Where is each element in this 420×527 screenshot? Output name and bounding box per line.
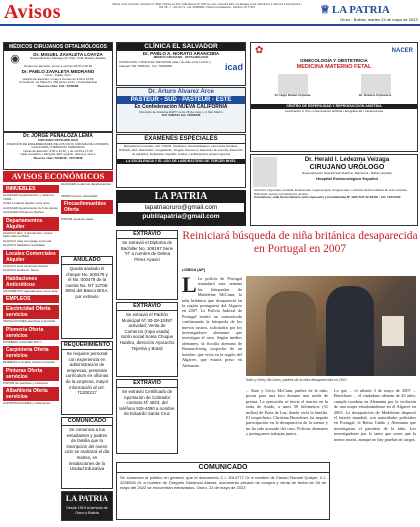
ad-la-patria-contact — [116, 190, 246, 226]
article-text: Lo que ... el sábado 3 de mayo de 2007 ... Brueckner ... el ciudadano alemán de 45 años, cumple condena en Alemania por la violación de una mujer estadounidense en el Algarve en 2005. La desaparición de Madeleine despertó el interés mundial, con autoridades policiales en Portugal, el Reino Unido y Alemania que investigaron el paradero de la niña. Los investigadores por lo tanto que creen que la menor murió, aunque no hay pruebas ni cargos. — [334, 388, 416, 442]
doctor-photo — [278, 74, 308, 94]
doctor-spec: CIRUJANO URÓLOGO — [309, 164, 385, 171]
office-info: Oficina Oruro (Central): Camacho Nº 1892 • Oficina La Paz: Calle Mexico Nº 1632 (ex-esq. Colombia Edif. Los Rosales Local, Mezzanine 1 Oficina 6 Cocha-bamba • Telf: 08 - 7 - 201 20 74 - Cel. 62984368 • Oficina Cochabamba - Telefono: 64 77207 — [112, 3, 302, 10]
classified-item: ALQUILO casa con garaje zona sud — [3, 238, 52, 243]
ad-medicos-oftalmologos — [3, 42, 113, 132]
small-ad-title: EXTRAVÍO — [117, 303, 177, 311]
small-ad-body: Se extravió el Diploma de Bachiller No. 108197 Serie "H" a nombre de Delma Pérez Ayaviri — [120, 240, 174, 262]
doctor-spec: Especialización Santiago de Chile, Chile Madrid, España — [30, 56, 106, 61]
specialization: Especialización Hospital Vall d'Hebron, Barcelona - Bolivia, España — [302, 171, 392, 175]
ad-laboratorio — [116, 134, 246, 188]
newspaper-logo: ♕ LA PATRIA — [320, 3, 390, 16]
classifieds-column-1 — [3, 183, 59, 527]
issue-date: Oruro - Bolivia, martes 23 de mayo de 2023 — [340, 17, 418, 22]
small-ad — [61, 341, 113, 415]
small-ad-body: Se comunica a los estudiantes y padres de familia que la inscripción del nuevo ciclo se realizará el día martes, en instalaciones de la Unidad Educativa — [64, 427, 110, 472]
classified-item: ALQUILO tienda Av. Tacna — [3, 268, 39, 272]
doctor-spec: MÉDICO CIRUJANO - OFTALMÓLOGO — [153, 55, 209, 60]
address: Consultorio: calle Soria Galvarro entre Ayacucho y Cochabamba Nº 4420 Telf: 52 84442 - Cel. 72471230 — [254, 195, 401, 200]
location: Ex Confederación NUEVA CALIFORNIA — [134, 104, 228, 110]
mid-ads-column — [116, 230, 178, 454]
classified-category: Locales Comerciales Alquiler — [3, 250, 59, 264]
classified-item: MUEBLES a medida, precios cómodos — [3, 360, 55, 364]
classified-category: Carpintería Oferta servicios — [3, 346, 59, 360]
icad-logo: icad — [224, 62, 243, 72]
small-ad — [61, 417, 113, 489]
doctor-spec: CIRUJANO OFTALMÓLOGO — [38, 138, 78, 142]
small-ad-body: Se extravió el Padrón Municipal Nº 30-28-10497 actividad: Venta de Comercio (ropa usada) razón social Sonia Choque Huallco, dirección Ayacucho Tejerina y Brasil — [119, 312, 175, 351]
services: ATENCIÓN DE ENFERMEDADES DE LOS OJOS, CIRUGÍA DE CATARATA, GLAUCOMA, PTERIGION, PARPADOS — [6, 141, 110, 150]
missing-poster — [382, 316, 404, 346]
classified-item: CONSTRUCCIONES y refacciones — [3, 401, 51, 405]
classified-item: VENDO terreno urbanizado — [61, 193, 98, 198]
small-ad-title: EXTRAVÍO — [117, 380, 177, 388]
small-ad — [61, 256, 113, 339]
doctor-photo — [361, 74, 391, 94]
ad-clinica-salvador — [116, 42, 246, 86]
article-text: La policía de Portugal reanudará esta semana las búsquedas de Madeleine McCann, la niña británica que desapareció en la región portuguesa del Algarve en 2007. La Policía Judicial de Portugal emitió un comunicado confirmando la búsqueda de los nuevos rastros, solicitados por los investigadores alemanes que investigan el caso. Según medios alemanes, la fiscalía alemana de Braunschweig sospecha de un hombre, que vivía en la región del Algarve, que estaría preso en Alemania. — [182, 276, 242, 368]
hospital: Hospital Endourológico Español — [316, 175, 378, 181]
hours: Horas de atención: 8:00 a 11:30, y de 14:00 a 17:30 — [23, 148, 93, 153]
classified-category: Fincas/Inmuebles Oferta — [61, 200, 113, 214]
classified-item: PINTOR venta de casas — [61, 217, 94, 221]
section-title: Avisos — [4, 1, 62, 23]
services: Atención: Urgencias, próstata, Endoscopia, Laparoscopia, Cirugía Láser, Litotricia, Enfermedades de vías urinarias, Disfunción sexual, Incontinencia urinaria — [254, 188, 408, 196]
ad-ginecologia — [250, 42, 418, 152]
newspaper-logo: LA PATRIA — [154, 191, 208, 202]
doctor-name: Dr. PABLO A. NORATO ARANCIBIA — [142, 51, 220, 56]
article-headline: Reiniciará búsqueda de niña británica desaparecida en Portugal en 2007 — [182, 230, 418, 255]
ad-header: PASTEUR - SUD - PASTEUR - ESTE — [117, 96, 245, 104]
doctor-name: Dr. Arturo Álvarez Arce — [148, 89, 214, 95]
ad-pasteur — [116, 87, 246, 133]
classified-category: Plomería Oferta servicios — [3, 326, 59, 340]
article-headline-block — [182, 230, 418, 260]
person-silhouette — [326, 286, 374, 376]
classified-item: CASA 4 cuartos alquiler zona norte — [3, 201, 50, 205]
ad-footer: LA EXCELENCIA Y EL USO DE LABORATORIO DE TERCER NIVEL — [117, 159, 245, 164]
classified-item: PINTOR de interiores y exteriores — [3, 380, 48, 385]
classified-item: ALQUILER departamentos y casas tel 72463 ... — [3, 193, 54, 201]
services: Marcadores tumorales, HIV, COVID, Cardíacos, Reumatológicos, Hormonas tiroideas, DOGAS, ASA, Electrolitos, Coagulación, Drogas, Diverso Z, Detección de Anemia, Detección de parásitos, Embarazo, hepatitis, Cultivo y antibiograma, Espermograma — [119, 144, 243, 156]
ad-banner: CENTRO DE ESPERILIDAD Y REPRODUCCIÓN ASISTIDA — [251, 104, 417, 109]
ad-body: Se comunica al público en general, que el documento C.I. 3014777 Or a nombre de Fausto Ronald Quispe, C.I. 4236928 Or a nombre de Gregorio Sandoval Alanes, documento privado de compra y venta de fecha de 26 de mayo del 2022 se encuentran extraviados. Oruro, 22 de mayo de 2023 — [120, 475, 326, 490]
newspaper-ad — [61, 491, 113, 521]
small-ad-title: REQUERIMIENTO — [63, 342, 111, 348]
classified-item: ALQUILO local comercial céntrico — [3, 263, 49, 268]
small-ad — [116, 230, 178, 300]
classified-item: ALQUILO dpto. 2 dormitorios, cocina, baño calle La Plata — [3, 230, 53, 238]
classified-item: ALQUILO habitación amoblada — [3, 243, 45, 247]
small-ad-body: Se requiere personal con experiencia en administración de empresas, presentar currículum en oficinas de la empresa, mayor información al cel. 71200217 — [65, 351, 109, 396]
doctor-photo — [253, 157, 277, 187]
classified-item: INSTALACIONES eléctricas a domicilio — [3, 319, 56, 323]
classified-item: ALQUILER modernos departamentos — [61, 183, 111, 186]
small-ad-title: EXTRAVÍO — [117, 231, 177, 239]
hours: Dirección de Horarios E4077 entre 28 de mayo y C.San Martín — [139, 109, 223, 114]
doctor-name: Dr. PABLO ZAVALETA MEDRANO — [21, 68, 95, 74]
small-ad-title: ANULADO — [62, 257, 112, 265]
ad-header: EXAMENES ESPECIALES — [117, 135, 245, 144]
address: CONSULTAS: CLÍNICA EL SALVADOR calle Luis Ade entre La Paz y Vásquez Telf: 5281234 - Cel. 72460088 — [119, 60, 211, 68]
clinic-subtitle: MEDICINA MATERNO FETAL — [296, 63, 372, 70]
doctor-name: Dr. Hugo Rubén Urquieta — [274, 93, 311, 97]
doctor-name: Dr. MIGUEL ZAVALETA LOAYZA — [33, 52, 103, 57]
ad-urologo — [250, 154, 418, 226]
classified-category: Departamentos Alquiler — [3, 217, 59, 231]
article-column-3 — [334, 388, 416, 527]
classified-item: ANTICRÉTICO departamento zona norte — [3, 288, 58, 293]
newspaper-ad-title: LA PATRIA — [65, 494, 109, 503]
doctor-name: Dr. Herald I. Ledezma Veizaga — [304, 157, 390, 163]
photo-caption: Kate y Gerry McCann, padres de la niña desaparecida en 2007. — [246, 378, 348, 382]
doctor-place: Lima - Trujillo, Perú — [45, 73, 71, 77]
clinic-name: GINECOLOGÍA Y OBSTETRICIA — [300, 58, 368, 63]
article-column-2 — [246, 388, 328, 458]
article-photo — [246, 276, 416, 376]
article-text: ... Kate y Gerry McCann, padres de la niña, posan para una foto durante una rueda de prensa. La operación se inicia el martes en la zona de Arade, a unos 50 kilómetros (31 millas) de Praia da Luz, donde vivía la familia. El sospechoso, Christian Brueckner, ha negado participación en la desaparición de la menor y no ha sido acusado del caso. Policías alemanes y portugueses trabajan juntos. — [246, 388, 328, 437]
classified-category: Pinturas Oferta servicios — [3, 367, 59, 381]
classified-item: ALQUILER departamento Av 6 de Agosto — [3, 205, 58, 210]
small-ads-column — [61, 256, 113, 521]
small-ad — [116, 379, 178, 454]
small-ad — [116, 302, 178, 377]
ad-penaloza — [3, 132, 113, 170]
classified-category: Electricidad Oferta servicios — [3, 305, 59, 319]
phone: Telf. 5283131 Cel. 72462332 — [161, 113, 201, 118]
email-link[interactable]: publilapatria@gmail.com — [142, 213, 220, 220]
classified-category: Albañilería Oferta servicios — [3, 387, 59, 401]
small-ad-body: Se extravió Certificado de Aportación de Cobrador contrato Nº 4823, del teléfono 525-4090 a nombre de Eduardo Santa Cruz — [119, 389, 175, 417]
small-ad-title: COMUNICADO — [62, 418, 112, 426]
article-dateline: LISBOA (AP) — [182, 268, 206, 272]
services: Fertilización in vitro • Inseminación artificial • Ecografía 4D • Laparoscopia — [284, 108, 384, 113]
drop-cap: L — [182, 276, 197, 297]
ad-header: COMUNICADO — [117, 463, 329, 473]
ad-comunicado — [116, 462, 330, 520]
doctor-name: Dr. Roberto Urquieta A. — [358, 93, 393, 97]
classified-item: ALQUILER oficinas Av. Bolívar — [3, 210, 44, 214]
schedule: Horario de atención: Lunes a viernes de 9:00 a 12:00 — [22, 76, 94, 81]
eye-icon: ◉ — [10, 52, 20, 65]
ad-header: CLÍNICA EL SALVADOR — [117, 43, 245, 51]
address: Calle Camacho y Murguía, Edif. Ignacio, oficina 2, piso 1 — [20, 152, 96, 157]
clinic-logo-icon: ✿ — [255, 45, 264, 56]
doctor-name: Dr. JORGE PEÑALOZA LEMA — [23, 133, 93, 139]
phone: Reserve citas: 5250640 - 72474838 — [33, 155, 83, 160]
classified-category: EMPLEOS — [3, 295, 59, 303]
nacer-logo: NACER — [391, 47, 413, 54]
classified-category: Habitaciones Anticréticos — [3, 275, 59, 289]
newspaper-ad-body: Desde 1919 al servicio de Oruro y Bolivia — [66, 506, 108, 515]
article-column-1 — [182, 276, 242, 456]
phone: Reserve citas: Telf.: 5250688 — [37, 83, 79, 88]
masthead — [0, 0, 420, 26]
email-link[interactable]: lapatriaoruro@gmail.com — [118, 203, 244, 212]
person-silhouette — [266, 291, 316, 376]
classified-item: PLOMERO a domicilio Telf 7... — [3, 339, 44, 344]
classified-category: INMUEBLES — [3, 185, 59, 193]
classifieds-header: AVISOS ECONÓMICOS — [3, 171, 113, 182]
schedule: Horario de atención: Lunes a viernes 18:30 a 20:00 — [23, 64, 93, 68]
small-ad-body: Queda anulado el cheque No. 000478 y el No. 000479 de la cuenta No. NT 12708-8004 del Banco BISA, por extravío — [65, 266, 109, 299]
ad-header: MÉDICOS CIRUJANOS OFTALMÓLOGOS — [4, 43, 112, 51]
address: Consultorio: La Plata No. 152 (entre Junín y Cochabamba) — [18, 80, 98, 85]
